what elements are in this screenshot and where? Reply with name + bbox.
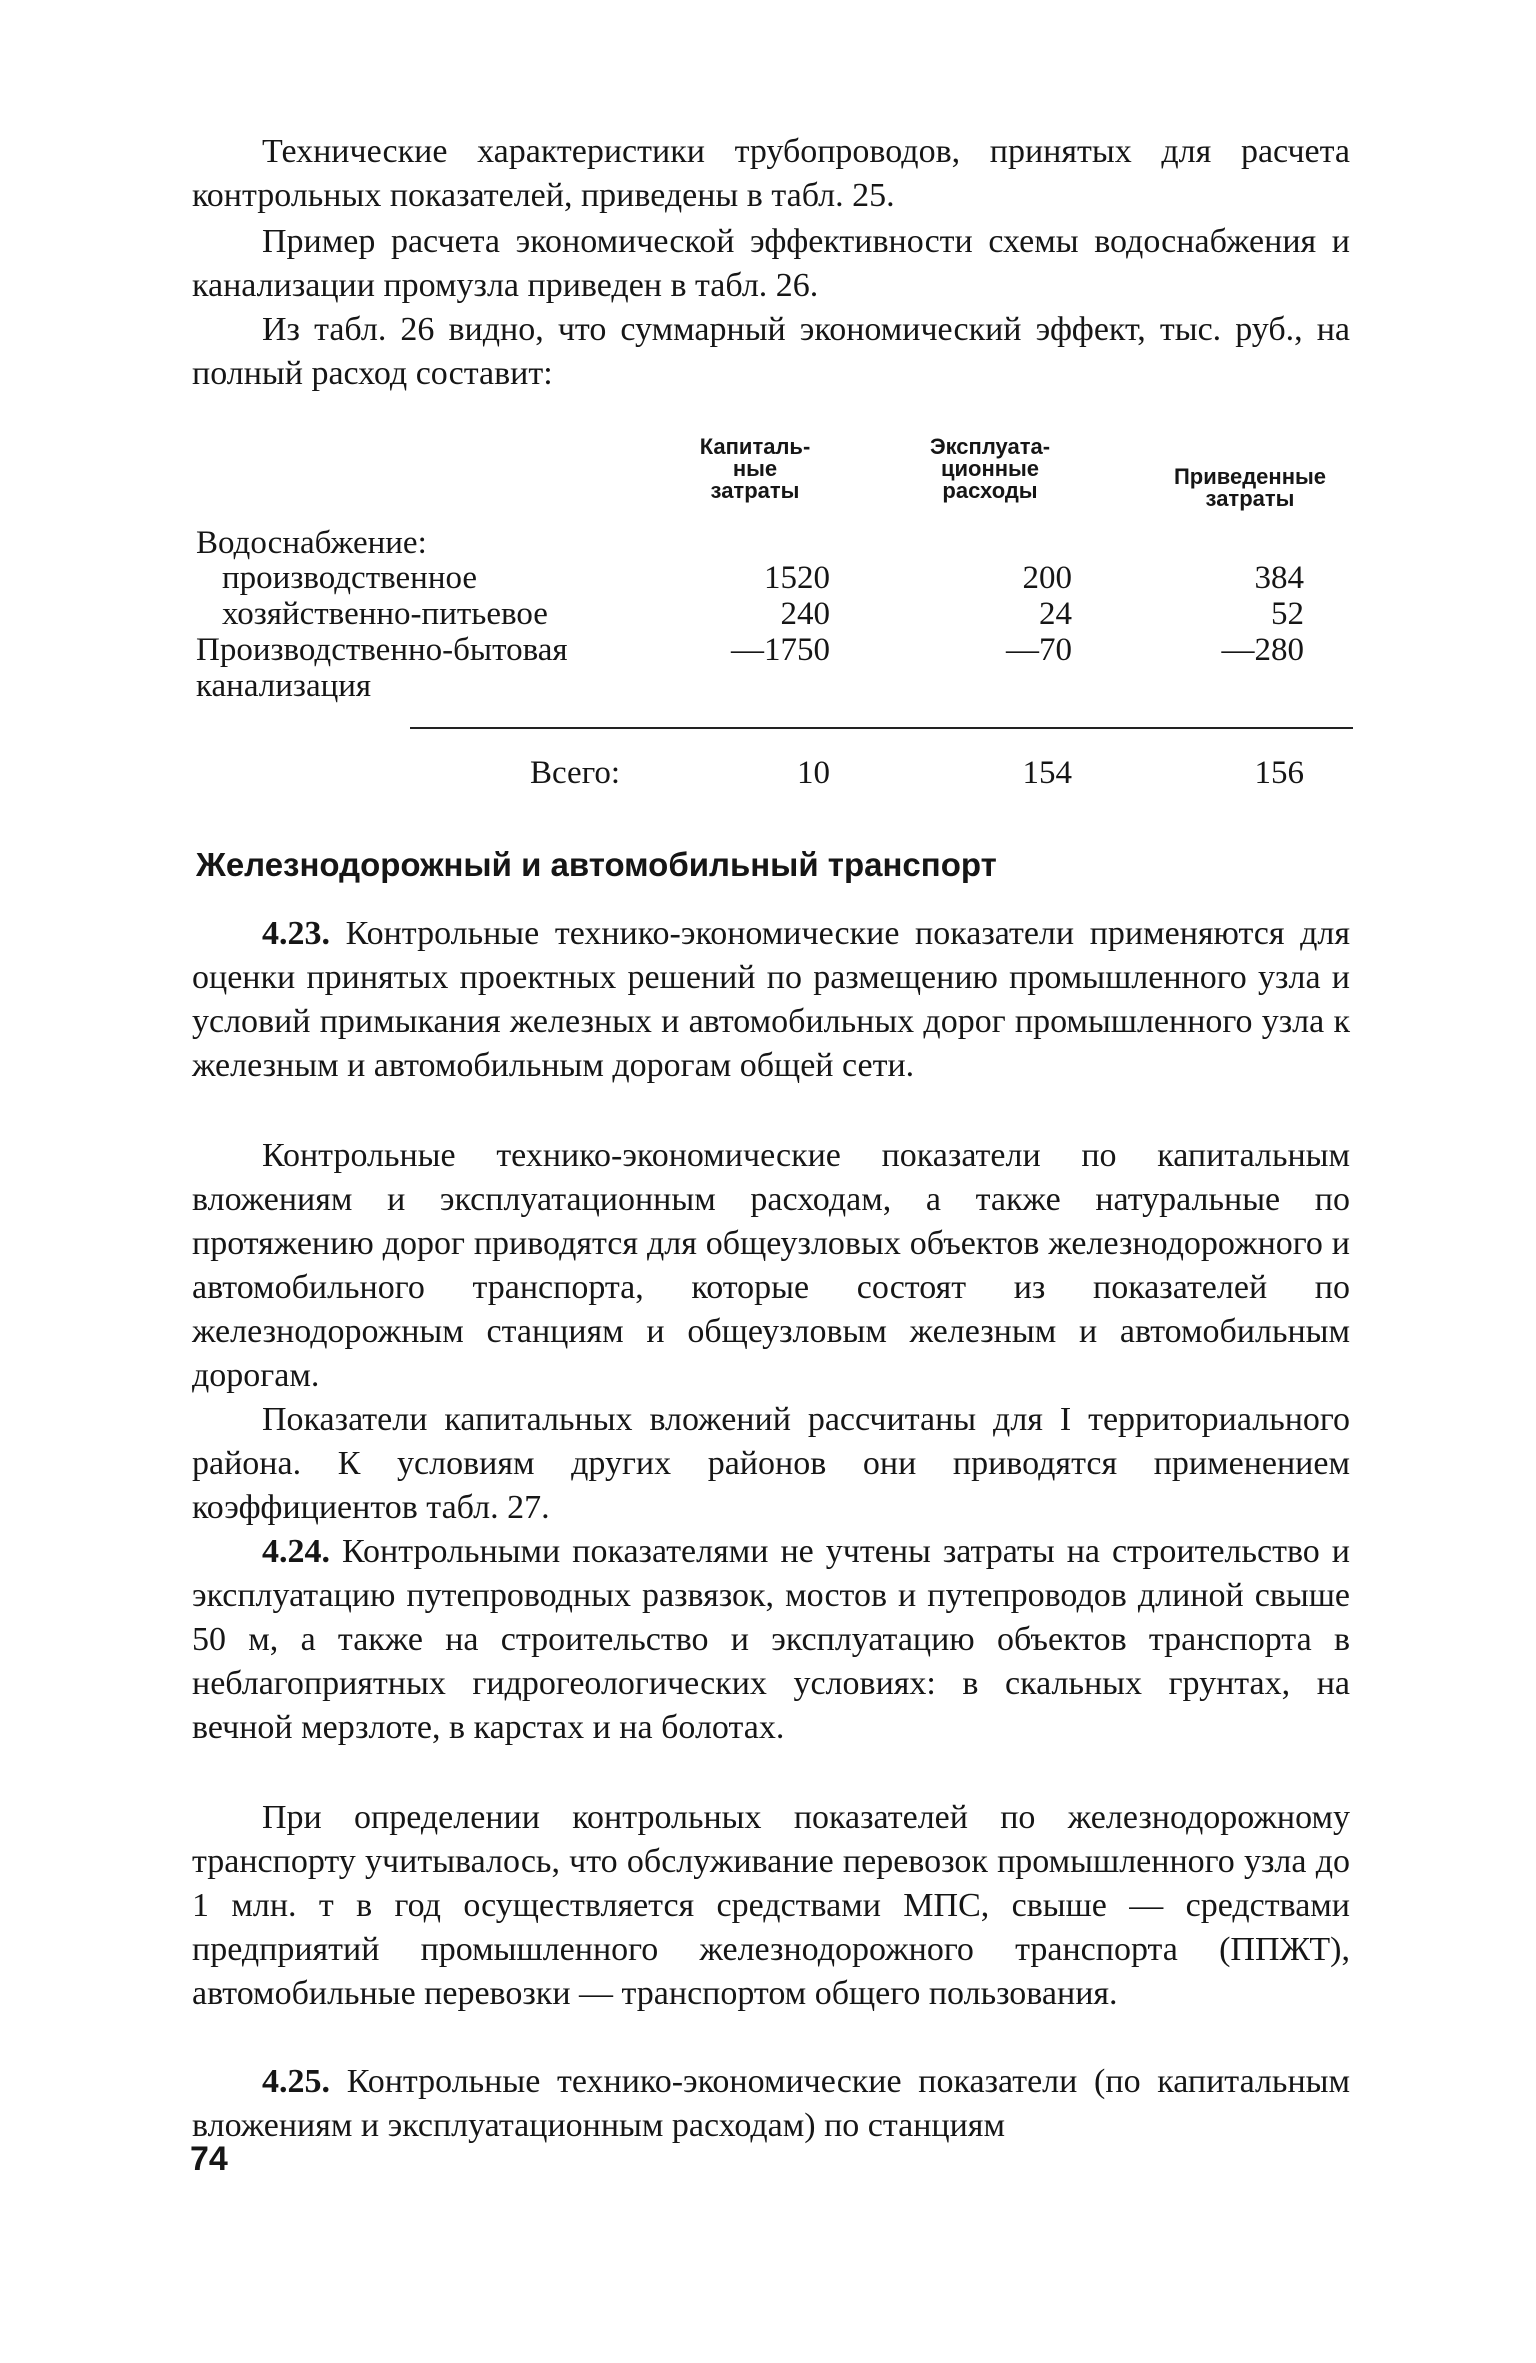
clause-number: 4.23. bbox=[262, 915, 330, 952]
cell-reduced: 384 bbox=[1254, 560, 1304, 596]
total-label: Всего: bbox=[530, 755, 621, 791]
paragraph-4-23 bbox=[192, 912, 1350, 1088]
clause-number: 4.25. bbox=[262, 2063, 330, 2100]
row-label: производственное bbox=[222, 560, 478, 596]
cell-capital: 1520 bbox=[764, 560, 830, 596]
intro-paragraph-1: Технические характеристики трубопроводов, принятых для расчета контрольных показателей, приведены в табл. 25. bbox=[192, 133, 1350, 214]
cell-reduced: 52 bbox=[1271, 596, 1304, 632]
paragraph-4-23-c: Показатели капитальных вложений рассчитаны для I территориального района. К условиям других районов они приводятся применением коэффициентов табл. 27. bbox=[192, 1401, 1350, 1526]
cell-operating: —70 bbox=[1006, 632, 1072, 668]
total-reduced: 156 bbox=[1254, 755, 1304, 791]
cell-capital: 240 bbox=[780, 596, 830, 632]
clause-text: Контрольные технико-экономические показатели (по капитальным вложениям и эксплуатационным расходам) по станциям bbox=[192, 2063, 1350, 2144]
clause-number: 4.24. bbox=[262, 1533, 330, 1570]
paragraph-4-23-b: Контрольные технико-экономические показатели по капитальным вложениям и эксплуатационным расходам, а также натуральные по протяжению дорог приводятся для общеузловых объектов железнодорожного и автомобильного транспорта, которые состоят из показателей по железнодорожным станциям и общеузловым железным и автомобильным дорогам. bbox=[192, 1137, 1350, 1394]
paragraph-4-25 bbox=[192, 2060, 1350, 2148]
paragraph-4-24-b: При определении контрольных показателей по железнодорожному транспорту учитывалось, что обслуживание перевозок промышленного узла до 1 млн. т в год осуществляется средствами МПС, свыше — средствами предприятий промышленного железнодорожного транспорта (ППЖТ), автомобильные перевозки — транспортом общего пользования. bbox=[192, 1799, 1350, 2012]
intro-paragraph-3: Из табл. 26 видно, что суммарный экономический эффект, тыс. руб., на полный расход составит: bbox=[192, 311, 1350, 392]
cell-operating: 24 bbox=[1039, 596, 1072, 632]
table-total-rule bbox=[410, 727, 1353, 729]
cell-reduced: —280 bbox=[1221, 632, 1304, 668]
total-operating: 154 bbox=[1022, 755, 1072, 791]
clause-text: Контрольными показателями не учтены затраты на строительство и эксплуатацию путепроводных развязок, мостов и путепроводов длиной свыше 50 м, а также на строительство и эксплуатацию объектов транспорта в неблагоприятных гидрогеологических условиях: в скальных грунтах, на вечной мерзлоте, в карстах и на болотах. bbox=[192, 1533, 1350, 1746]
total-capital: 10 bbox=[797, 755, 830, 791]
intro-paragraph-2: Пример расчета экономической эффективности схемы водоснабжения и канализации промузла приведен в табл. 26. bbox=[192, 223, 1350, 304]
column-header-reduced: Приведенные затраты bbox=[1173, 464, 1327, 511]
cell-operating: 200 bbox=[1022, 560, 1072, 596]
row-label: хозяйственно-питьевое bbox=[222, 596, 548, 632]
clause-text: Контрольные технико-экономические показатели применяются для оценки принятых проектных решений по размещению промышленного узла и условий примыкания железных и автомобильных дорог промышленного узла к железным и автомобильным дорогам общей сети. bbox=[192, 915, 1350, 1084]
page-number: 74 bbox=[190, 2140, 228, 2178]
table-group-label: Водоснабжение: bbox=[196, 525, 427, 561]
column-header-operating: Эксплуата- ционные расходы bbox=[929, 434, 1051, 503]
cell-capital: —1750 bbox=[731, 632, 830, 668]
section-heading: Железнодорожный и автомобильный транспорт bbox=[196, 846, 997, 883]
row-label: Производственно-бытовая bbox=[196, 632, 568, 668]
row-label-continued: канализация bbox=[196, 668, 372, 704]
paragraph-4-24 bbox=[192, 1530, 1350, 1750]
column-header-capital: Капиталь- ные затраты bbox=[699, 434, 811, 503]
